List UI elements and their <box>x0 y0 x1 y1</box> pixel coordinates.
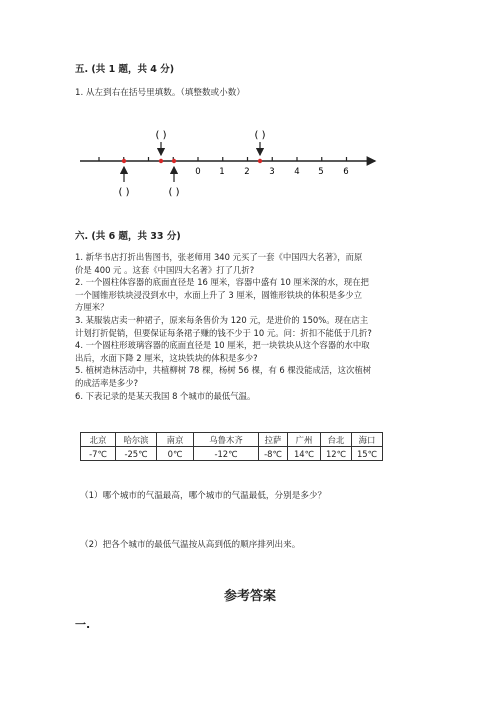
question-line: 计划打折促销，但要保证每条裙子赚的钱不少于 10 元。问：折扣不能低于几折? <box>75 327 372 338</box>
question-line: 3. 某服装店卖一种裙子，原来每条售价为 120 元，是进价的 150%。现在店主 <box>75 314 369 325</box>
label-1: 1 <box>219 167 225 177</box>
label-0: 0 <box>195 167 201 177</box>
bracket-top-1: ( ) <box>155 130 167 141</box>
question-line: 5. 植树造林活动中，共植柳树 78 棵，杨树 56 棵，有 6 棵没能成活，这次植树 <box>75 365 372 376</box>
bracket-top-2: ( ) <box>254 130 266 141</box>
table-cell: 台北 <box>321 433 352 447</box>
table-cell: 广州 <box>288 433 321 447</box>
question-line: 6. 下表记录的是某天我国 8 个城市的最低气温。 <box>75 390 256 401</box>
question-line: 2. 一个圆柱体容器的底面直径是 16 厘米，容器中盛有 10 厘米深的水，现在把 <box>75 277 369 288</box>
question-line: 4. 一个圆柱形玻璃容器的底面直径是 10 厘米，把一块铁块从这个容器的水中取 <box>75 340 370 351</box>
question-line: 1. 新华书店打折出售图书，张老师用 340 元买了一套《中国四大名著》，而原 <box>75 252 363 262</box>
temperature-table <box>80 432 383 461</box>
sub-question-2: （2）把各个城市的最低气温按从高到低的顺序排列出来。 <box>80 540 301 550</box>
section-6-questions <box>75 251 435 402</box>
point-3 <box>172 159 176 163</box>
table-cell: 0℃ <box>157 447 194 461</box>
question-line: 出后，水面下降 2 厘米，这块铁块的体积是多少? <box>75 352 258 363</box>
label-2: 2 <box>244 167 250 177</box>
table-cell: 北京 <box>81 433 116 447</box>
table-row-cities <box>81 433 383 447</box>
number-line <box>0 120 500 205</box>
table-cell: -12℃ <box>194 447 259 461</box>
bracket-bottom-2: ( ) <box>168 187 180 198</box>
question-line: 一个圆锥形铁块浸没到水中，水面上升了 3 厘米，圆锥形铁块的体积是多少立 <box>75 289 363 300</box>
bracket-bottom-1: ( ) <box>118 187 130 198</box>
table-cell: 南京 <box>157 433 194 447</box>
question-5-1: 1. 从左到右在括号里填数。（填整数或小数） <box>75 88 245 98</box>
question-line: 的成活率是多少? <box>75 377 139 388</box>
answers-title: 参考答案 <box>223 589 276 604</box>
question-line: 方厘米？ <box>75 302 109 313</box>
label-4: 4 <box>294 167 300 177</box>
label-5: 5 <box>318 167 324 177</box>
table-cell: 海口 <box>352 433 383 447</box>
table-row-temps <box>81 447 383 461</box>
section-6-heading: 六. (共 6 题，共 33 分) <box>75 231 181 242</box>
answers-section-1: 一. <box>75 618 91 631</box>
question-line: 价是 400 元 。这套《中国四大名著》打了几折? <box>75 264 255 275</box>
table-cell: -25℃ <box>116 447 157 461</box>
table-cell: 拉萨 <box>259 433 288 447</box>
section-5-heading: 五. (共 1 题，共 4 分) <box>75 64 175 75</box>
table-cell: 12℃ <box>321 447 352 461</box>
table-cell: 15℃ <box>352 447 383 461</box>
table-cell: 14℃ <box>288 447 321 461</box>
sub-question-1: （1）哪个城市的气温最高，哪个城市的气温最低，分别是多少？ <box>80 491 327 501</box>
point-4 <box>258 159 262 163</box>
label-3: 3 <box>269 167 275 177</box>
table-cell: 乌鲁木齐 <box>194 433 259 447</box>
table-cell: -8℃ <box>259 447 288 461</box>
table-cell: 哈尔滨 <box>116 433 157 447</box>
point-1 <box>122 159 126 163</box>
label-6: 6 <box>343 167 349 177</box>
table-cell: -7℃ <box>81 447 116 461</box>
point-2 <box>159 159 163 163</box>
